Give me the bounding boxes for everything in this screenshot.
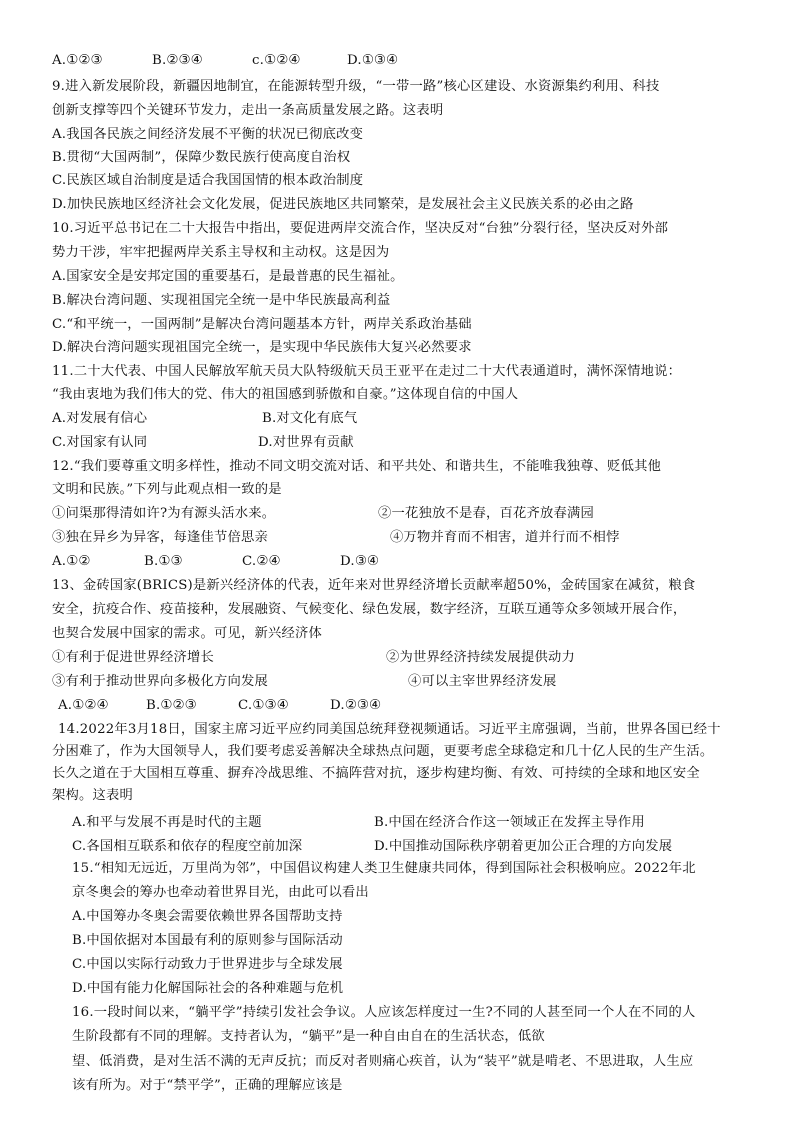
q14-stem-line4: 架构。这表明 bbox=[52, 788, 133, 803]
q9-option-c: C.民族区域自治制度是适合我国国情的根本政治制度 bbox=[52, 173, 364, 188]
q15-stem-line1: 15.“相知无远近，万里尚为邻”，中国倡议构建人类卫生健康共同体，得到国际社会积极响应。2022年北 bbox=[72, 861, 696, 876]
q13-option-d: D.②③④ bbox=[330, 698, 382, 713]
q12-stem-line2: 文明和民族。”下列与此观点相一致的是 bbox=[52, 482, 282, 497]
q8-option-a: A.①②③ bbox=[52, 53, 103, 68]
q13-stem-line2: 安全，抗疫合作、疫苗接种，发展融资、气候变化、绿色发展，数字经济，互联互通等众多领域开展合作， bbox=[52, 602, 687, 617]
q9-option-d: D.加快民族地区经济社会文化发展，促进民族地区共同繁荣，是发展社会主义民族关系的必由之路 bbox=[52, 197, 634, 212]
q9-stem-line2: 创新支撑等四个关键环节发力，走出一条高质量发展之路。这表明 bbox=[52, 103, 444, 118]
q8-option-c: c.①②④ bbox=[252, 53, 301, 68]
q15-stem-line2: 京冬奥会的筹办也牵动着世界目光，由此可以看出 bbox=[72, 885, 369, 900]
q13-statement-3: ③有利于推动世界向多极化方向发展 bbox=[52, 674, 268, 689]
q14-option-b: B.中国在经济合作这一领域正在发挥主导作用 bbox=[374, 815, 645, 830]
q13-statement-4: ④可以主宰世界经济发展 bbox=[408, 674, 557, 689]
q9-stem-line1: 9.进入新发展阶段，新疆因地制宜，在能源转型升级，“一带一路”核心区建设、水资源集约利用、科技 bbox=[52, 79, 660, 94]
q10-stem-line2: 势力干涉，牢牢把握两岸关系主导权和主动权。这是因为 bbox=[52, 245, 390, 260]
q12-statement-2: ②一花独放不是春，百花齐放春满园 bbox=[378, 506, 594, 521]
q16-stem-line4: 该有所为。对于“禁平学”，正确的理解应该是 bbox=[72, 1078, 343, 1093]
q10-option-a: A.国家安全是安邦定国的重要基石，是最普惠的民生福祉。 bbox=[52, 269, 404, 284]
q13-stem-line1: 13、金砖国家(BRICS)是新兴经济体的代表，近年来对世界经济增长贡献率超50%，金砖国家在减贫，粮食 bbox=[52, 578, 696, 593]
q16-stem-line1: 16.一段时间以来，“躺平学”持续引发社会争议。人应该怎样度过一生?不同的人甚至同一个人在不同的人 bbox=[72, 1005, 696, 1020]
q15-option-d: D.中国有能力化解国际社会的各种难题与危机 bbox=[72, 981, 344, 996]
q14-stem-line1: 14.2022年3月18日，国家主席习近平应约同美国总统拜登视频通话。习近平主席强调，当前，世界各国已经十 bbox=[58, 722, 721, 737]
q13-stem-line3: 也契合发展中国家的需求。可见，新兴经济体 bbox=[52, 626, 322, 641]
q9-option-a: A.我国各民族之间经济发展不平衡的状况已彻底改变 bbox=[52, 127, 364, 142]
q14-option-a: A.和平与发展不再是时代的主题 bbox=[72, 815, 262, 830]
q13-option-a: A.①②④ bbox=[58, 698, 109, 713]
q13-statement-2: ②为世界经济持续发展提供动力 bbox=[386, 650, 575, 665]
q11-option-c: C.对国家有认同 bbox=[52, 435, 148, 450]
q12-stem-line1: 12.“我们要尊重文明多样性，推动不同文明交流对话、和平共处、和谐共生，不能唯我独尊、贬低其他 bbox=[52, 459, 662, 474]
q8-options bbox=[52, 52, 398, 70]
q13-option-c: C.①③④ bbox=[238, 698, 289, 713]
q12-option-d: D.③④ bbox=[340, 554, 380, 569]
q9-option-b: B.贯彻“大国两制”，保障少数民族行使高度自治权 bbox=[52, 150, 351, 165]
q12-statement-1: ①问渠那得清如许?为有源头活水来。 bbox=[52, 506, 276, 521]
q12-options bbox=[52, 553, 379, 571]
q15-option-c: C.中国以实际行动致力于世界进步与全球发展 bbox=[72, 957, 343, 972]
q15-option-b: B.中国依据对本国最有利的原则参与国际活动 bbox=[72, 933, 343, 948]
q14-stem-line2: 分困难了，作为大国领导人，我们要考虑妥善解决全球热点问题，更要考虑全球稳定和几十亿人民的生产生活。 bbox=[52, 744, 714, 759]
q16-stem-line2: 生阶段都有不同的理解。支持者认为，“躺平”是一种自由自在的生活状态，低欲 bbox=[72, 1029, 545, 1044]
q11-stem-line1: 11.二十大代表、中国人民解放军航天员大队特级航天员王亚平在走过二十大代表通道时，满怀深情地说： bbox=[52, 364, 682, 379]
q14-stem-line3: 长久之道在于大国相互尊重、摒弃冷战思维、不搞阵营对抗，逐步构建均衡、有效、可持续的全球和地区安全 bbox=[52, 766, 700, 781]
q12-option-b: B.①③ bbox=[144, 554, 183, 569]
q11-stem-line2: “我由衷地为我们伟大的党、伟大的祖国感到骄傲和自豪。”这体现自信的中国人 bbox=[52, 387, 519, 402]
q8-option-d: D.①③④ bbox=[347, 53, 399, 68]
q11-option-a: A.对发展有信心 bbox=[52, 411, 148, 426]
q10-option-b: B.解决台湾问题、实现祖国完全统一是中华民族最高利益 bbox=[52, 293, 391, 308]
q10-stem-line1: 10.习近平总书记在二十大报告中指出，要促进两岸交流合作，坚决反对“台独”分裂行径，坚决反对外部 bbox=[52, 221, 669, 236]
q14-option-c: C.各国相互联系和依存的程度空前加深 bbox=[72, 839, 303, 854]
q8-option-b: B.②③④ bbox=[152, 53, 203, 68]
q15-option-a: A.中国筹办冬奥会需要依赖世界各国帮助支持 bbox=[72, 909, 343, 924]
q13-options bbox=[58, 697, 381, 715]
q12-statement-4: ④万物并育而不相害，道并行而不相悖 bbox=[390, 530, 620, 545]
q13-option-b: B.①②③ bbox=[146, 698, 197, 713]
q13-statement-1: ①有利于促进世界经济增长 bbox=[52, 650, 214, 665]
q10-option-d: D.解决台湾问题实现祖国完全统一，是实现中华民族伟大复兴必然要求 bbox=[52, 340, 472, 355]
q12-option-c: C.②④ bbox=[242, 554, 281, 569]
q12-option-a: A.①② bbox=[52, 554, 91, 569]
q10-option-c: C.“和平统一，一国两制”是解决台湾问题基本方针，两岸关系政治基础 bbox=[52, 317, 472, 332]
q16-stem-line3: 望、低消费，是对生活不满的无声反抗；而反对者则痛心疾首，认为“装平”就是啃老、不思进取，人生应 bbox=[72, 1054, 694, 1069]
q11-option-b: B.对文化有底气 bbox=[262, 411, 358, 426]
q12-statement-3: ③独在异乡为异客，每逢佳节倍思亲 bbox=[52, 530, 268, 545]
q11-option-d: D.对世界有贡献 bbox=[258, 435, 354, 450]
q14-option-d: D.中国推动国际秩序朝着更加公正合理的方向发展 bbox=[374, 839, 673, 854]
